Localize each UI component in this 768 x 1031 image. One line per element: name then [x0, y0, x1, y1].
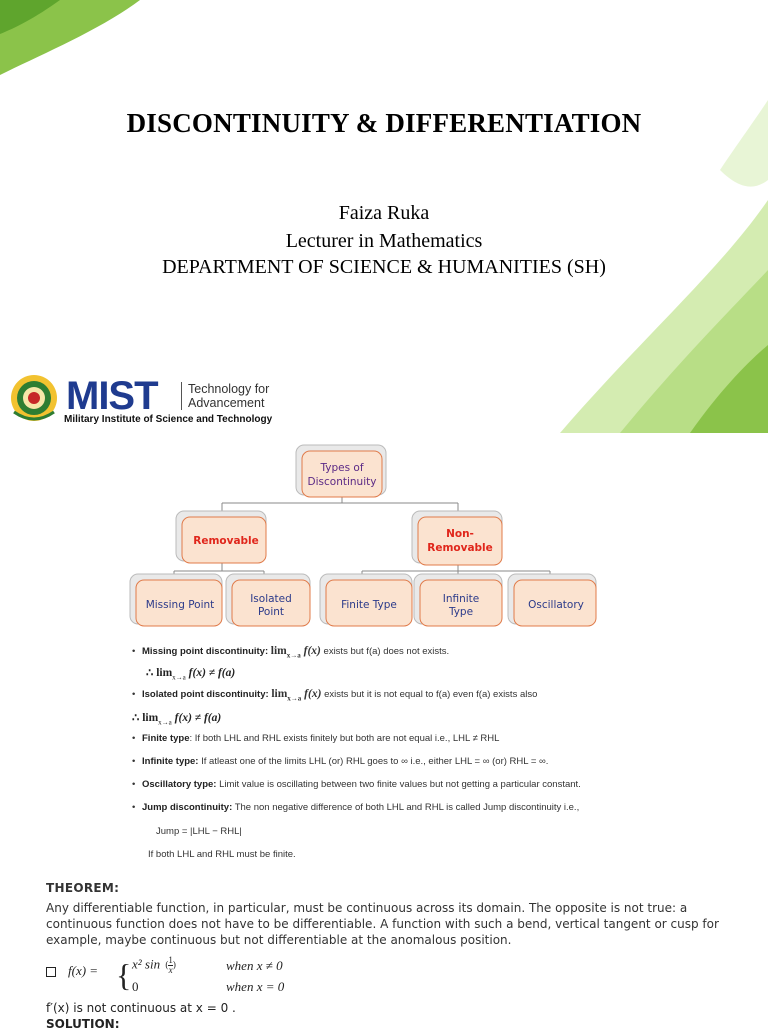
case-1-condition: when x ≠ 0: [226, 958, 283, 973]
tagline-line-1: Technology for: [188, 382, 270, 396]
removable-label: Removable: [193, 535, 259, 547]
jump-note: If both LHL and RHL must be finite.: [148, 849, 296, 860]
isolated-label-1: Isolated: [250, 593, 292, 605]
isolated-point-bullet: • Isolated point discontinuity: $\lim_{x\to a} f(x)$ exists but it is not equal to f(a) even f(a) exists also: [132, 688, 538, 703]
missing-point-bullet: • Missing point discontinuity: $\lim_{x\to a} f(x)$ exists but f(a) does not exists.: [132, 645, 450, 660]
isolated-point-math: ∴ $\lim_{x\to a} f(x) \ne f(a)$: [132, 712, 222, 727]
isolated-label-2: Point: [257, 606, 285, 618]
author-role: Lecturer in Mathematics: [285, 230, 483, 252]
missing-point-math: ∴ $\lim_{x\to a} f(x) \ne f(a)$: [146, 667, 236, 682]
oscillatory-label: Oscillatory: [528, 599, 584, 611]
finite-type-label: Finite Type: [341, 599, 397, 611]
isolated-point-node: [226, 574, 310, 626]
checkbox-bullet-icon: [46, 967, 56, 977]
logo-tagline: [181, 382, 269, 410]
nonremovable-label-1: Non-: [446, 528, 474, 540]
jump-discontinuity-bullet: • Jump discontinuity: The non negative difference of both LHL and RHL is called Jump discontinuity i.e.,: [132, 802, 580, 813]
fx-lhs: f(x) =: [68, 963, 99, 978]
nonremovable-node: [412, 511, 502, 565]
oscillatory-type-bullet: • Oscillatory type: Limit value is oscillating between two finite values but not getting a particular constant.: [132, 779, 581, 790]
removable-node: [176, 511, 266, 563]
root-label-2: Discontinuity: [307, 476, 377, 488]
derivative-note: f′(x) is not continuous at x = 0 .: [46, 1001, 236, 1015]
oscillatory-node: [508, 574, 596, 626]
tagline-line-2: Advancement: [188, 396, 265, 410]
title-slide: [0, 0, 768, 433]
jump-formula: Jump = |LHL − RHL|: [156, 826, 242, 837]
brace-icon: {: [116, 957, 132, 993]
case-1: x² sin ( $\frac{1}{x}$ ): [132, 955, 176, 975]
theorem-heading: THEOREM:: [46, 881, 120, 895]
finite-type-bullet: • Finite type: If both LHL and RHL exists finitely but both are not equal i.e., LHL ≠ RHL: [132, 733, 500, 744]
finite-type-node: [320, 574, 412, 626]
mist-wordmark: MIST: [66, 374, 158, 418]
institute-full-name: Military Institute of Science and Technology: [64, 414, 273, 425]
case-2-condition: when x = 0: [226, 979, 285, 994]
solution-heading: SOLUTION:: [46, 1017, 120, 1031]
infinite-label-2: Type: [448, 606, 474, 618]
case-2: 0: [132, 979, 139, 994]
author-name: Faiza Ruka: [338, 202, 430, 224]
mist-logo: [8, 374, 278, 432]
discontinuity-tree-diagram: [0, 433, 768, 633]
department-name: DEPARTMENT OF SCIENCE & HUMANITIES (SH): [162, 256, 606, 278]
missing-point-node: [130, 574, 222, 626]
nonremovable-label-2: Removable: [427, 542, 493, 554]
mist-emblem-icon: [8, 374, 60, 424]
infinite-label-1: Infinite: [442, 593, 480, 605]
slide-title: DISCONTINUITY & DIFFERENTIATION: [126, 108, 642, 138]
infinite-type-node: [414, 574, 502, 626]
theorem-body: Any differentiable function, in particular, must be continuous across its domain. The opposite is not true: a continuous function does not have to be differentiable. A function with such a bend, vertical tangent or cusp for example, maybe continuous but not differentiable at the anomalous position.: [46, 901, 719, 947]
content-slide: [0, 433, 768, 1031]
missing-point-label: Missing Point: [145, 599, 215, 611]
root-node: [296, 445, 386, 497]
infinite-type-bullet: • Infinite type: If atleast one of the limits LHL (or) RHL goes to ∞ i.e., either LHL = ∞ (or) RHL = ∞.: [132, 756, 549, 767]
root-label-1: Types of: [320, 462, 364, 474]
